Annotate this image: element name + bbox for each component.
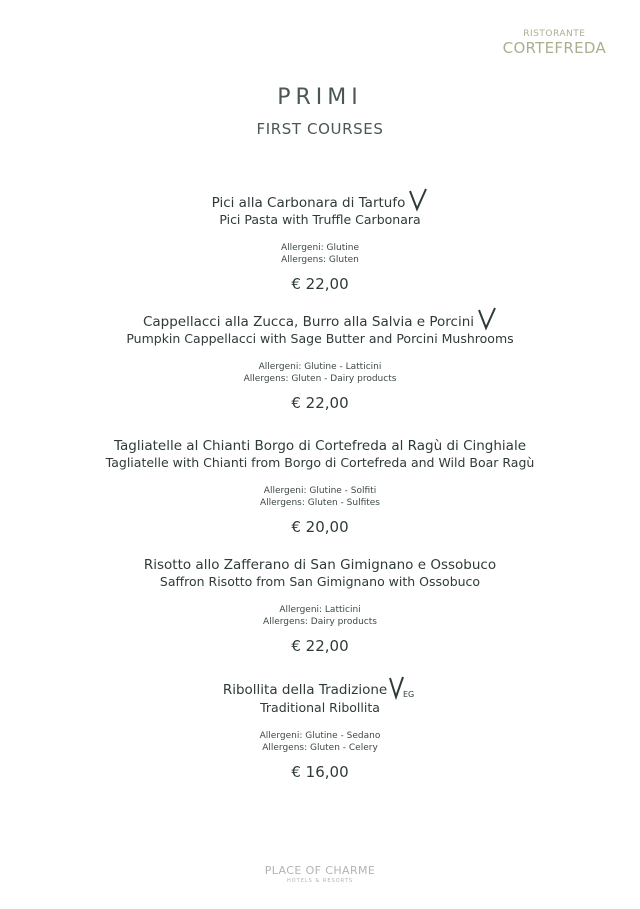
- menu-item: [0, 437, 640, 536]
- logo-subtitle: RISTORANTE: [523, 29, 586, 39]
- footer-logo: [0, 865, 640, 884]
- section-title: PRIMI: [277, 85, 363, 110]
- allergens-italian: Allergeni: Glutine: [280, 243, 360, 253]
- dish-subtitle: Saffron Risotto from San Gimignano with Ossobuco: [159, 574, 481, 589]
- dish-price: € 22,00: [291, 637, 349, 655]
- allergens-english: Allergens: Dairy products: [263, 617, 377, 627]
- dish-name: Tagliatelle al Chianti Borgo di Cortefreda al Ragù di Cinghiale: [113, 438, 527, 454]
- allergens-english: Allergens: Gluten: [281, 255, 359, 265]
- dish-price: € 20,00: [291, 518, 349, 536]
- svg-text:EG: EG: [403, 690, 415, 699]
- dish-subtitle: Pumpkin Cappellacci with Sage Butter and Porcini Mushrooms: [126, 331, 514, 346]
- dish-name: Risotto allo Zafferano di San Gimignano e Ossobuco: [143, 557, 497, 573]
- allergens-italian: Allergeni: Glutine - Solfiti: [263, 486, 377, 496]
- allergens-english: Allergens: Gluten - Celery: [262, 743, 378, 753]
- dish-subtitle: Tagliatelle with Chianti from Borgo di Cortefreda and Wild Boar Ragù: [105, 455, 535, 470]
- allergens-italian: Allergeni: Glutine - Sedano: [259, 731, 381, 741]
- allergens-english: Allergens: Gluten - Dairy products: [243, 374, 397, 384]
- vegetarian-icon: [408, 188, 428, 212]
- allergens-italian: Allergeni: Glutine - Latticini: [258, 362, 382, 372]
- dish-name: Cappellacci alla Zucca, Burro alla Salvia e Porcini: [142, 314, 475, 330]
- dish-price: € 16,00: [291, 763, 349, 781]
- footer-logo-subtitle: HOTELS & RESORTS: [286, 878, 354, 884]
- section-subtitle: FIRST COURSES: [256, 120, 384, 138]
- dish-name: Pici alla Carbonara di Tartufo: [211, 195, 406, 211]
- dish-price: € 22,00: [291, 275, 349, 293]
- menu-item: [0, 556, 640, 655]
- menu-item: [0, 188, 640, 293]
- allergens-english: Allergens: Gluten - Sulfites: [259, 498, 381, 508]
- dish-subtitle: Pici Pasta with Truffle Carbonara: [219, 212, 421, 227]
- vegetarian-icon: [477, 307, 497, 331]
- menu-item: [0, 307, 640, 412]
- logo-title: CORTEFREDA: [502, 39, 606, 57]
- allergens-italian: Allergeni: Latticini: [279, 605, 361, 615]
- footer-logo-title: PLACE OF CHARME: [264, 864, 376, 877]
- dish-subtitle: Traditional Ribollita: [260, 700, 380, 715]
- dish-price: € 22,00: [291, 394, 349, 412]
- restaurant-logo: [503, 30, 606, 56]
- vegan-icon: [389, 676, 417, 700]
- menu-item: [0, 676, 640, 781]
- dish-name: Ribollita della Tradizione: [222, 682, 388, 698]
